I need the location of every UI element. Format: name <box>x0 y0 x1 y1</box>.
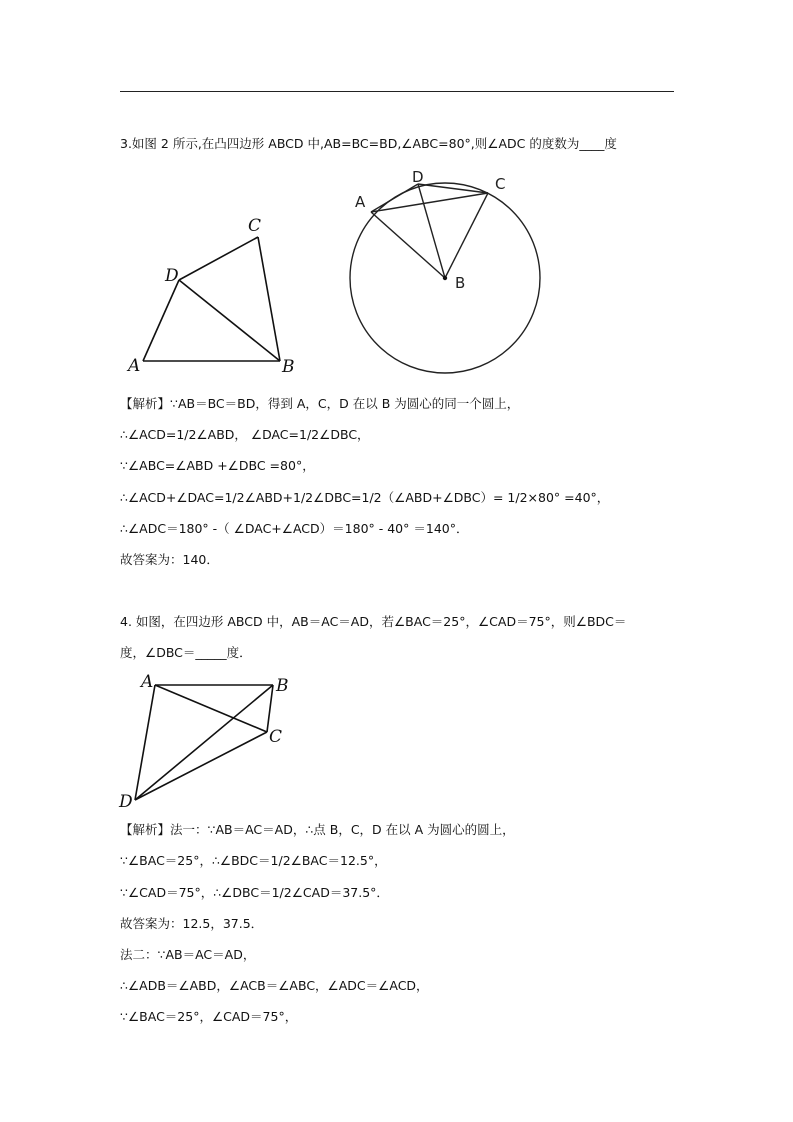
problem3-figure-quadrilateral <box>120 205 310 380</box>
p4-label-b: B <box>276 676 289 696</box>
p4-solution-line-5: 法二：∵AB＝AC＝AD， <box>120 947 256 962</box>
p4-solution-line-6: ∴∠ADB＝∠ABD，∠ACB＝∠ABC，∠ADC＝∠ACD， <box>120 978 429 993</box>
circle-label-c: C <box>495 175 506 193</box>
p4-label-d: D <box>119 792 133 812</box>
label-c: C <box>248 216 262 236</box>
p3-solution-line-1: 【解析】∵AB＝BC＝BD，得到 A，C，D 在以 B 为圆心的同一个圆上， <box>120 396 520 411</box>
problem3-figure-circle <box>340 165 555 375</box>
circle-label-b: B <box>455 274 466 292</box>
problem4-question-line-1: 4. 如图，在四边形 ABCD 中，AB＝AC＝AD，若∠BAC＝25°，∠CAD＝75°，则∠BDC＝ <box>120 614 627 629</box>
label-d: D <box>165 266 179 286</box>
problem4-question-line-2: 度，∠DBC＝_____度． <box>120 645 252 660</box>
header-rule <box>120 91 674 92</box>
label-b: B <box>282 357 295 377</box>
p3-solution-line-3: ∵∠ABC=∠ABD +∠DBC =80°， <box>120 458 315 473</box>
p4-solution-line-7: ∵∠BAC＝25°，∠CAD＝75°， <box>120 1009 298 1024</box>
label-a: A <box>128 356 141 376</box>
problem3-question: 3.如图 2 所示,在凸四边形 ABCD 中,AB=BC=BD,∠ABC=80°,则∠ADC 的度数为____度 <box>120 136 617 151</box>
p3-answer: 故答案为：140． <box>120 552 219 567</box>
p4-answer: 故答案为：12.5，37.5． <box>120 916 264 931</box>
p3-solution-line-5: ∴∠ADC＝180° -（ ∠DAC+∠ACD）＝180° - 40° ＝140°． <box>120 521 469 536</box>
circle-label-a: A <box>355 193 366 211</box>
p3-solution-line-4: ∴∠ACD+∠DAC=1/2∠ABD+1/2∠DBC=1/2（∠ABD+∠DBC）= 1/2×80° =40°， <box>120 490 610 505</box>
p4-solution-line-2: ∵∠BAC＝25°，∴∠BDC＝1/2∠BAC＝12.5°， <box>120 853 387 868</box>
p4-label-c: C <box>269 727 283 747</box>
p4-solution-line-1: 【解析】法一：∵AB＝AC＝AD，∴点 B，C，D 在以 A 为圆心的圆上， <box>120 822 515 837</box>
p3-solution-line-2: ∴∠ACD=1/2∠ABD， ∠DAC=1/2∠DBC， <box>120 427 370 442</box>
p4-label-a: A <box>141 672 154 692</box>
problem4-figure-quadrilateral <box>115 670 300 815</box>
p4-solution-line-3: ∵∠CAD＝75°，∴∠DBC＝1/2∠CAD＝37.5°． <box>120 885 389 900</box>
circle-label-d: D <box>412 168 424 186</box>
